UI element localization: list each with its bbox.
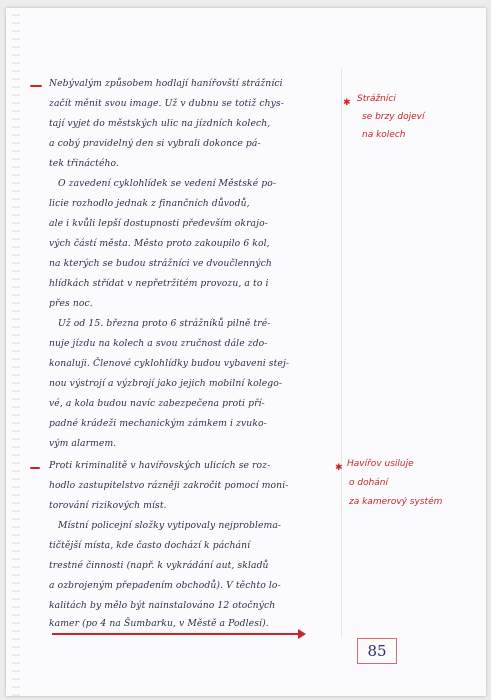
page-number: 85	[357, 638, 397, 664]
margin-note-line: o dohání	[349, 478, 389, 488]
section-marker-2	[30, 467, 40, 469]
section-marker-1	[30, 85, 42, 87]
text-line: a cobý pravidelný den si vybrali dokonce pá-	[49, 138, 261, 149]
text-line: Už od 15. března proto 6 strážníků pilně tré-	[58, 318, 271, 329]
text-line: O zavedení cyklohlídek se vedení Městské po-	[58, 178, 277, 189]
text-line: torování rizikových míst.	[49, 500, 167, 511]
text-line: trestné činnosti (např. k vykrádání aut, skladů	[49, 560, 269, 571]
text-line: hlídkách střídat v nepřetržitém provozu, a to i	[49, 278, 269, 289]
asterisk-icon: ✱	[335, 463, 343, 473]
text-line: vé, a kola budou navíc zabezpečena proti pří-	[49, 398, 265, 409]
margin-note-line: na kolech	[362, 130, 406, 140]
text-line: nou výstrojí a výzbrojí jako jejich mobilní kolego-	[49, 378, 283, 389]
margin-note-line: Havířov usiluje	[347, 459, 414, 469]
text-line: tají vyjet do městských ulic na jízdních kolech,	[49, 118, 271, 129]
binding-holes	[12, 8, 20, 696]
asterisk-icon: ✱	[343, 98, 351, 108]
text-line: začít měnit svou image. Už v dubnu se totiž chys-	[49, 98, 284, 109]
text-line: vým alarmem.	[49, 438, 117, 449]
end-arrow	[52, 633, 304, 635]
text-line: Nebývalým způsobem hodlají hanířovští strážníci	[49, 78, 283, 89]
text-line: tek třináctého.	[49, 158, 120, 169]
text-line: konaluji. Členové cyklohlídky budou vybaveni stej-	[49, 358, 290, 369]
margin-note-line: se brzy dojeví	[362, 112, 425, 122]
text-line: hodlo zastupitelstvo rázněji zakročit pomocí moni-	[49, 480, 289, 491]
margin-note-line: za kamerový systém	[349, 497, 443, 507]
text-line: licie rozhodlo jednak z finančních důvodů,	[49, 198, 250, 209]
text-line: padné krádeži mechanickým zámkem i zvuko-	[49, 418, 267, 429]
text-line: Místní policejní složky vytipovaly nejproblema-	[58, 520, 282, 531]
text-line: ale i kvůli lepší dostupnosti především okrajo-	[49, 218, 268, 229]
text-line: nuje jízdu na kolech a svou zručnost dále zdo-	[49, 338, 268, 349]
text-line: přes noc.	[49, 298, 93, 309]
text-line: kamer (po 4 na Šumbarku, v Městě a Podlesí).	[49, 618, 269, 629]
text-line: kalitách by mělo být nainstalováno 12 otočných	[49, 600, 276, 611]
margin-line	[341, 68, 342, 638]
text-line: tičtější místa, kde často dochází k páchání	[49, 540, 251, 551]
text-line: Proti kriminalitě v havířovských ulicích se roz-	[49, 460, 271, 471]
text-line: a ozbrojeným přepadením obchodů). V těchto lo-	[49, 580, 281, 591]
margin-note-line: Strážníci	[357, 94, 396, 104]
text-line: vých částí města. Město proto zakoupilo 6 kol,	[49, 238, 270, 249]
text-line: na kterých se budou strážníci ve dvoučlenných	[49, 258, 272, 269]
